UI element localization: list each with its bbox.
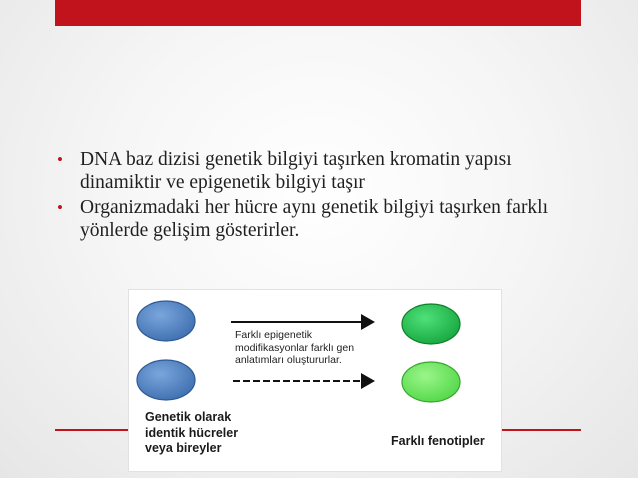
bullet-text: Organizmadaki her hücre aynı genetik bilgiyi taşırken farklı yönlerde gelişim gösterirler. bbox=[80, 197, 549, 241]
bullet-item bbox=[56, 148, 596, 194]
bullet-list bbox=[56, 148, 596, 244]
modification-label: Farklı epigenetik modifikasyonlar farklı gen anlatımları oluştururlar. bbox=[235, 329, 355, 366]
phenotypes-label: Farklı fenotipler bbox=[391, 434, 485, 448]
bullet-icon: • bbox=[57, 198, 63, 217]
identical-cell-bottom bbox=[137, 360, 195, 400]
header-accent-bar bbox=[55, 0, 581, 26]
phenotype-cell-dark-green bbox=[402, 304, 460, 344]
identical-cells-label: Genetik olarak identik hücreler veya bireyler bbox=[145, 410, 239, 455]
footer-rule-left bbox=[55, 429, 130, 431]
identical-cell-top bbox=[137, 301, 195, 341]
bullet-text: DNA baz dizisi genetik bilgiyi taşırken kromatin yapısı dinamiktir ve epigenetik bilgiyi taşır bbox=[80, 149, 512, 193]
footer-rule-right bbox=[500, 429, 581, 431]
epigenetics-figure bbox=[128, 289, 502, 472]
phenotype-cell-light-green bbox=[402, 362, 460, 402]
bullet-item bbox=[56, 196, 596, 242]
bullet-icon: • bbox=[57, 150, 63, 169]
